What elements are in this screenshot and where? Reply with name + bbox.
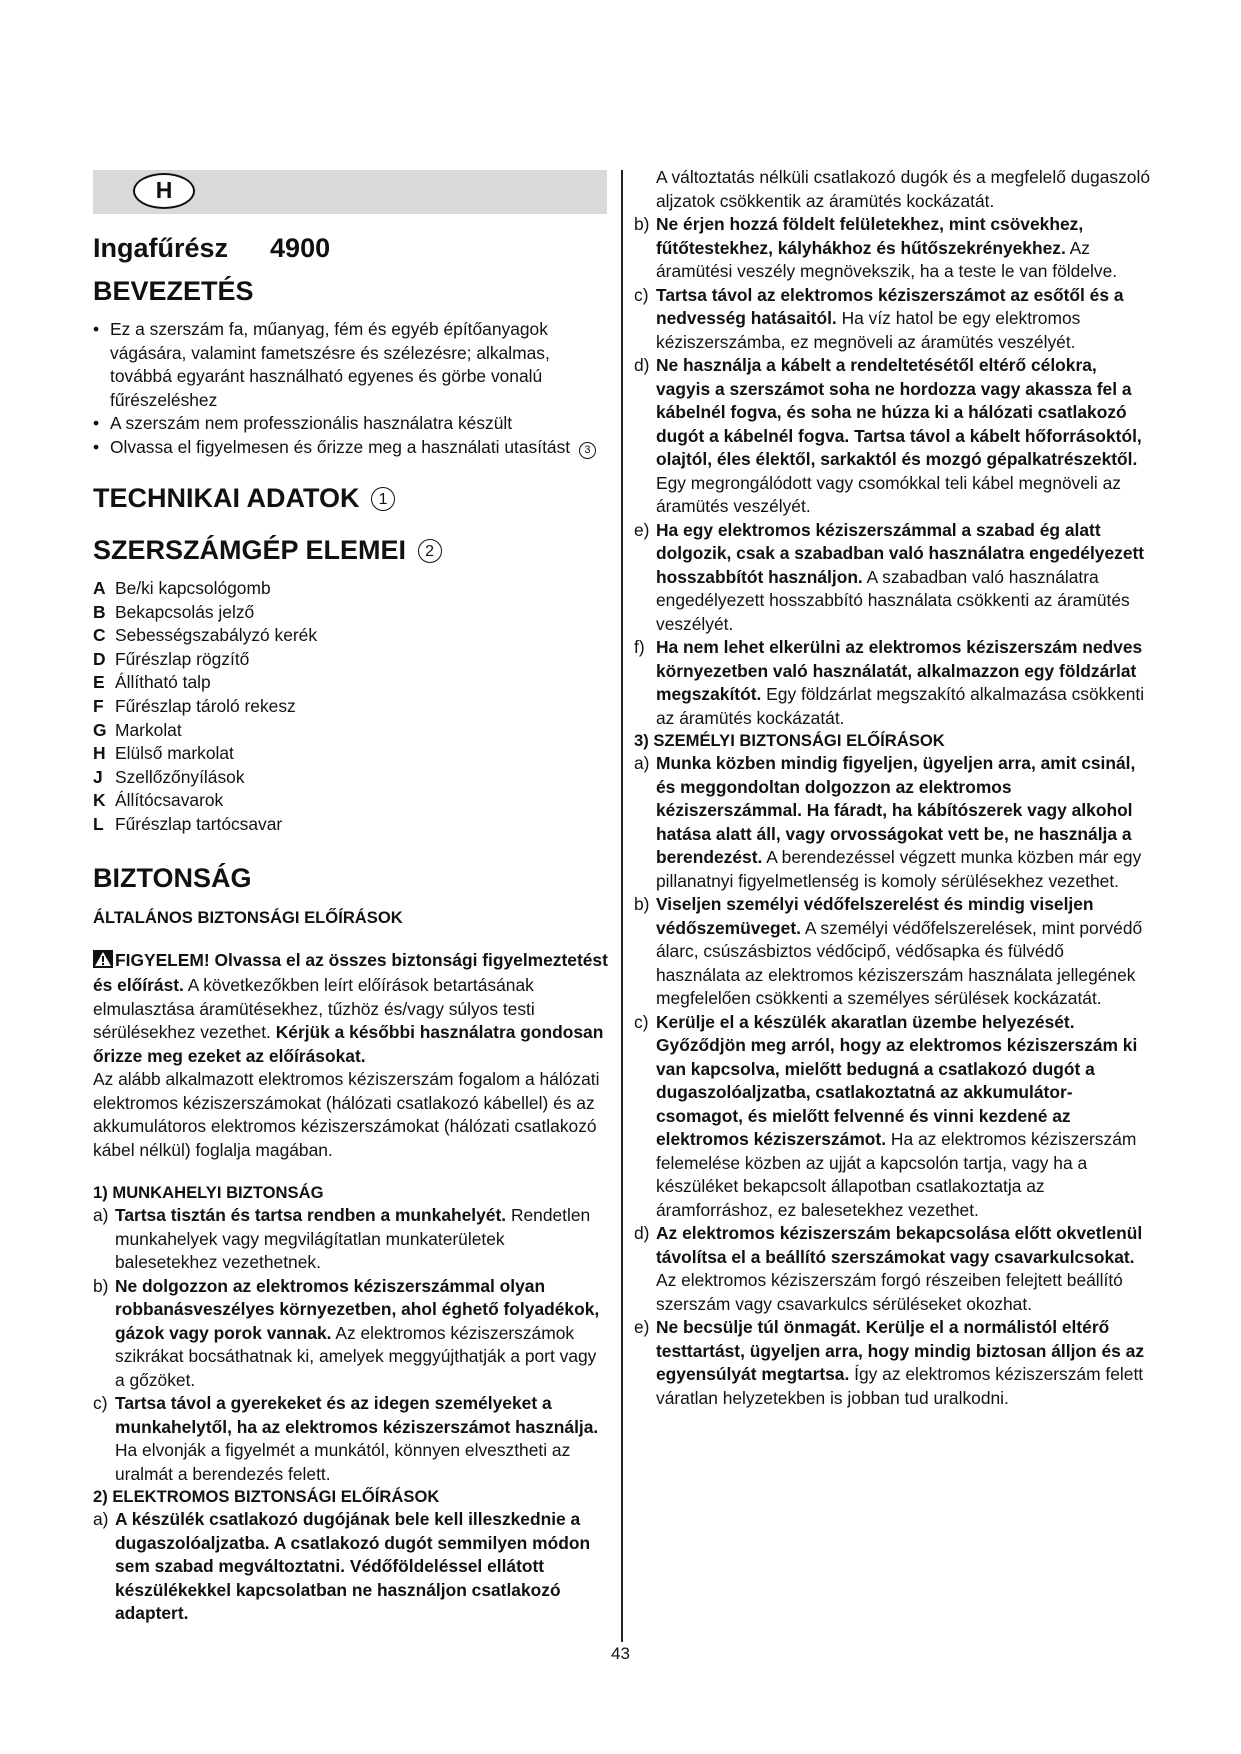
part-label: Elülső markolat bbox=[115, 743, 234, 764]
intro-bullets bbox=[93, 318, 608, 459]
part-label: Markolat bbox=[115, 719, 182, 740]
personal-safety-heading: 3) SZEMÉLYI BIZTONSÁGI ELŐÍRÁSOK bbox=[634, 731, 945, 750]
item-text: Az áramütési veszély megnövekszik, ha a teste le van földelve. bbox=[656, 237, 1118, 281]
item-label: c) bbox=[634, 1011, 649, 1032]
item-label: a) bbox=[634, 753, 650, 773]
item-text: Ha víz hatol be egy elektromos kéziszerszámba, ez megnöveli az áramütés veszélyét. bbox=[656, 308, 1081, 352]
electrical-safety-item bbox=[634, 213, 1150, 284]
item-label: b) bbox=[634, 214, 650, 234]
tech-data-heading-text: TECHNIKAI ADATOK bbox=[93, 483, 360, 513]
item-bold-text: Munka közben mindig figyeljen, ügyeljen arra, amit csinál, és meggondoltan dolgozzon az elektromos kéziszerszámmal. Ha fáradt, ha kábítószerek vagy alkohol hatása alatt áll, vagy orvosságokat vett be, ne használja a berendezést. bbox=[656, 753, 1136, 867]
item-bold-text: Az elektromos kéziszerszám bekapcsolása előtt okvetlenül távolítsa el a beállító szerszámokat vagy csavarkulcsokat. bbox=[656, 1223, 1143, 1267]
electrical-safety-list bbox=[634, 213, 1150, 730]
part-key: E bbox=[93, 672, 105, 693]
safety-heading: BIZTONSÁG bbox=[93, 862, 252, 893]
part-key: H bbox=[93, 743, 106, 764]
item-bold-text: Ne dolgozzon az elektromos kéziszerszámmal olyan robbanásveszélyes környezetben, ahol éghető folyadékok, gázok vagy porok vannak. bbox=[115, 1275, 600, 1343]
item-text: Egy megrongálódott vagy csomókkal teli kábel megnöveli az áramütés veszélyét. bbox=[656, 472, 1121, 516]
elec-a-text: A változtatás nélküli csatlakozó dugók és a megfelelő dugaszoló aljzatok csökkentik az áramütés kockázatát. bbox=[656, 167, 1151, 211]
part-label: Állítható talp bbox=[115, 672, 211, 693]
electrical-safety-heading: 2) ELEKTROMOS BIZTONSÁGI ELŐÍRÁSOK bbox=[93, 1487, 440, 1507]
item-label: e) bbox=[634, 1317, 650, 1337]
part-key: D bbox=[93, 648, 106, 669]
elec-item-a-cont bbox=[634, 166, 1150, 213]
part-key: F bbox=[93, 695, 104, 716]
personal-safety-item bbox=[634, 1222, 1150, 1316]
work-safety-heading: 1) MUNKAHELYI BIZTONSÁG bbox=[93, 1183, 324, 1203]
part-item bbox=[93, 577, 608, 601]
item-label: b) bbox=[634, 894, 650, 914]
item-bold-text: Kerülje el a készülék akaratlan üzembe helyezését. Győződjön meg arról, hogy az elektromos kéziszerszám ki van kapcsolva, mielőtt bedugná a csatlakozó dugót a dugaszolóaljzatba, csatlakoztatná az akkumulátor-csomagot, és mielőtt felvenné és vinni kezdené az elektromos kéziszerszámot. bbox=[656, 1011, 1138, 1149]
part-label: Fűrészlap rögzítő bbox=[115, 648, 250, 669]
figure-ref-badge: 1 bbox=[371, 487, 395, 511]
list-item: • A szerszám nem professzionális használatra készült bbox=[93, 412, 608, 436]
item-bold-text: Tartsa távol a gyerekeket és az idegen személyeket a munkahelytől, ha az elektromos kéziszerszámot használja. bbox=[115, 1393, 599, 1437]
elec-a-bold: A készülék csatlakozó dugójának bele kell illeszkednie a dugaszolóaljzatba. A csatlakozó dugót semmilyen módon sem szabad megváltoztatni. Védőföldeléssel ellátott készülékekkel kapcsolatban ne használjon csatlakozó adaptert. bbox=[115, 1509, 591, 1624]
item-bold-text: Ne használja a kábelt a rendeltetésétől eltérő célokra, vagyis a szerszámot soha ne hordozza vagy akassza fel a kábelnél fogva, és soha ne húzza ki a hálózati csatlakozó dugót a kábelnél fogva. Tartsa távol a kábelt hőforrásoktól, olajtól, éles élektől, sarkaktól és mozgó gépalkatrészektől. bbox=[656, 355, 1142, 469]
definition-paragraph: Az alább alkalmazott elektromos kéziszerszám fogalom a hálózati elektromos kéziszerszámokat (hálózati csatlakozó kábellel) és az akkumulátoros elektromos kéziszerszámokat (hálózati csatlakozó kábel nélkül) foglalja magában. bbox=[93, 1069, 600, 1160]
part-item bbox=[93, 648, 608, 672]
intro-heading: BEVEZETÉS bbox=[93, 276, 254, 306]
part-key: K bbox=[93, 790, 106, 811]
parts-heading-text: SZERSZÁMGÉP ELEMEI bbox=[93, 535, 407, 565]
work-safety-list bbox=[93, 1204, 608, 1486]
warning-paragraph bbox=[93, 949, 608, 1069]
item-bold-text: Ne becsülje túl önmagát. Kerülje el a normálistól eltérő testtartást, ügyeljen arra, hogy mindig biztosan álljon és az egyensúlyát megtartsa. bbox=[656, 1317, 1145, 1384]
item-label: d) bbox=[634, 355, 650, 375]
list-item bbox=[93, 436, 608, 460]
left-column bbox=[93, 228, 608, 1626]
item-text: A személyi védőfelszerelések, mint porvédő álarc, csúszásbiztos védőcipő, védősapka és fülvédő használata az elektromos kéziszerszám használata jellegének megfelelően csökkenti a személyes sérülések kockázatát. bbox=[656, 917, 1143, 1008]
part-key: J bbox=[93, 766, 103, 787]
electrical-safety-item bbox=[634, 284, 1150, 355]
parts-list bbox=[93, 577, 608, 837]
electrical-safety-item bbox=[634, 354, 1150, 519]
item-label: c) bbox=[634, 284, 649, 305]
list-item: • Ez a szerszám fa, műanyag, fém és egyéb építőanyagok vágására, valamint fametszésre és szélezésre; alkalmas, továbbá egyaránt használható egyenes és görbe vonalú fűrészeléshez bbox=[93, 318, 608, 412]
item-bold-text: Ha egy elektromos kéziszerszámmal a szabad ég alatt dolgozik, csak a szabadban való használatra engedélyezett hosszabbítót használjon. bbox=[656, 519, 1145, 587]
part-key: G bbox=[93, 719, 107, 740]
product-name: Ingafűrész bbox=[93, 233, 229, 263]
personal-safety-item bbox=[634, 1316, 1150, 1410]
part-item bbox=[93, 766, 608, 790]
item-label: e) bbox=[634, 519, 650, 540]
part-item bbox=[93, 719, 608, 743]
parts-heading bbox=[93, 533, 608, 577]
personal-safety-item bbox=[634, 752, 1150, 893]
item-bold-text: Ne érjen hozzá földelt felületekhez, mint csövekhez, fűtőtestekhez, kályhákhoz és hűtőszekrényekhez. bbox=[656, 214, 1084, 258]
warning-icon bbox=[93, 950, 113, 975]
part-key: L bbox=[93, 813, 104, 834]
item-bold-text: Tartsa távol az elektromos kéziszerszámot az esőtől és a nedvesség hatásaitól. bbox=[656, 284, 1124, 328]
part-key: B bbox=[93, 601, 106, 622]
figure-ref-badge: 2 bbox=[418, 539, 442, 563]
item-label: a) bbox=[93, 1205, 109, 1226]
item-text: Ha elvonják a figyelmét a munkától, könnyen elvesztheti az uralmát a berendezés felett. bbox=[115, 1440, 571, 1484]
warning-bold: FIGYELEM! Olvassa el az összes biztonsági figyelmeztetést és előírást. bbox=[93, 949, 608, 996]
part-label: Állítócsavarok bbox=[115, 790, 224, 811]
item-text: Így az elektromos kéziszerszám felett váratlan helyzetekben is jobban tud uralkodni. bbox=[656, 1364, 1144, 1408]
part-item bbox=[93, 671, 608, 695]
product-model: 4900 bbox=[270, 233, 331, 263]
item-label: d) bbox=[634, 1223, 650, 1243]
general-safety-heading: ÁLTALÁNOS BIZTONSÁGI ELŐÍRÁSOK bbox=[93, 907, 403, 927]
tech-data-heading bbox=[93, 481, 608, 521]
warning-text: A következőkben leírt előírások betartásának elmulasztása áramütésekhez, tűzhöz és/vagy súlyos testi sérülésekhez vezethet. bbox=[93, 975, 535, 1043]
item-label: f) bbox=[634, 637, 645, 657]
part-item bbox=[93, 695, 608, 719]
column-divider bbox=[621, 170, 623, 1642]
item-text: Egy földzárlat megszakító alkalmazása csökkenti az áramütés kockázatát. bbox=[656, 684, 1145, 728]
part-item bbox=[93, 742, 608, 766]
item-text: Az elektromos kéziszerszámok szikrákat bocsáthatnak ki, amelyek meggyújthatják a port vagy a gőzöket. bbox=[115, 1322, 597, 1390]
item-text: Ha az elektromos kéziszerszám felemelése közben az ujját a kapcsolón tartja, vagy ha a készüléket bekapcsolt állapotban csatlakoztatja az áramforráshoz, ez balesetekhez vezethet. bbox=[656, 1129, 1137, 1220]
work-safety-item bbox=[93, 1204, 608, 1275]
language-badge: H bbox=[133, 173, 195, 209]
electrical-safety-item bbox=[634, 636, 1150, 730]
language-header-bar bbox=[93, 170, 607, 214]
item-text: A berendezéssel végzett munka közben már egy pillanatnyi figyelmetlenség is komoly sérülésekhez vezethet. bbox=[656, 847, 1142, 891]
right-column bbox=[634, 166, 1150, 1410]
item-text: A szabadban való használatra engedélyezett hosszabbító használata csökkenti az áramütés veszélyét. bbox=[656, 566, 1130, 634]
item-bold-text: Viseljen személyi védőfelszerelést és mindig viseljen védőszemüveget. bbox=[656, 894, 1094, 938]
page-number: 43 bbox=[611, 1644, 630, 1663]
work-safety-item bbox=[93, 1275, 608, 1393]
personal-safety-item bbox=[634, 893, 1150, 1011]
personal-safety-item bbox=[634, 1011, 1150, 1223]
part-item bbox=[93, 813, 608, 837]
part-label: Sebességszabályzó kerék bbox=[115, 625, 318, 646]
item-label: c) bbox=[93, 1393, 108, 1414]
part-item bbox=[93, 601, 608, 625]
item-label: a) bbox=[93, 1509, 109, 1530]
personal-safety-list bbox=[634, 752, 1150, 1410]
work-safety-item bbox=[93, 1392, 608, 1486]
part-label: Szellőzőnyílások bbox=[115, 766, 245, 787]
part-label: Fűrészlap tároló rekesz bbox=[115, 695, 296, 716]
item-bold-text: Ha nem lehet elkerülni az elektromos kéziszerszám nedves környezetben való használatát, alkalmazzon egy földzárlat megszakítót. bbox=[656, 637, 1143, 704]
item-text: Az elektromos kéziszerszám forgó részeiben felejtett beállító szerszám vagy csavarkulcs sérüléseket okozhat. bbox=[656, 1270, 1123, 1314]
list-item-text: Olvassa el figyelmesen és őrizze meg a használati utasítást bbox=[110, 436, 571, 457]
part-key: C bbox=[93, 625, 106, 646]
part-item bbox=[93, 624, 608, 648]
part-key: A bbox=[93, 578, 106, 598]
figure-ref-badge: 3 bbox=[579, 442, 596, 459]
part-item bbox=[93, 789, 608, 813]
part-label: Bekapcsolás jelző bbox=[115, 601, 255, 622]
part-label: Fűrészlap tartócsavar bbox=[115, 813, 283, 834]
item-bold-text: Tartsa tisztán és tartsa rendben a munkahelyét. bbox=[115, 1205, 507, 1226]
part-label: Be/ki kapcsológomb bbox=[115, 578, 271, 598]
electrical-safety-item bbox=[634, 519, 1150, 637]
item-text: Rendetlen munkahelyek vagy megvilágítatlan munkaterületek balesetekhez vezethetnek. bbox=[115, 1205, 591, 1273]
product-title bbox=[93, 228, 608, 270]
elec-item-a bbox=[93, 1508, 608, 1626]
warning-bold-keep: Kérjük a későbbi használatra gondosan őrizze meg ezeket az előírásokat. bbox=[93, 1022, 604, 1066]
item-label: b) bbox=[93, 1275, 109, 1296]
